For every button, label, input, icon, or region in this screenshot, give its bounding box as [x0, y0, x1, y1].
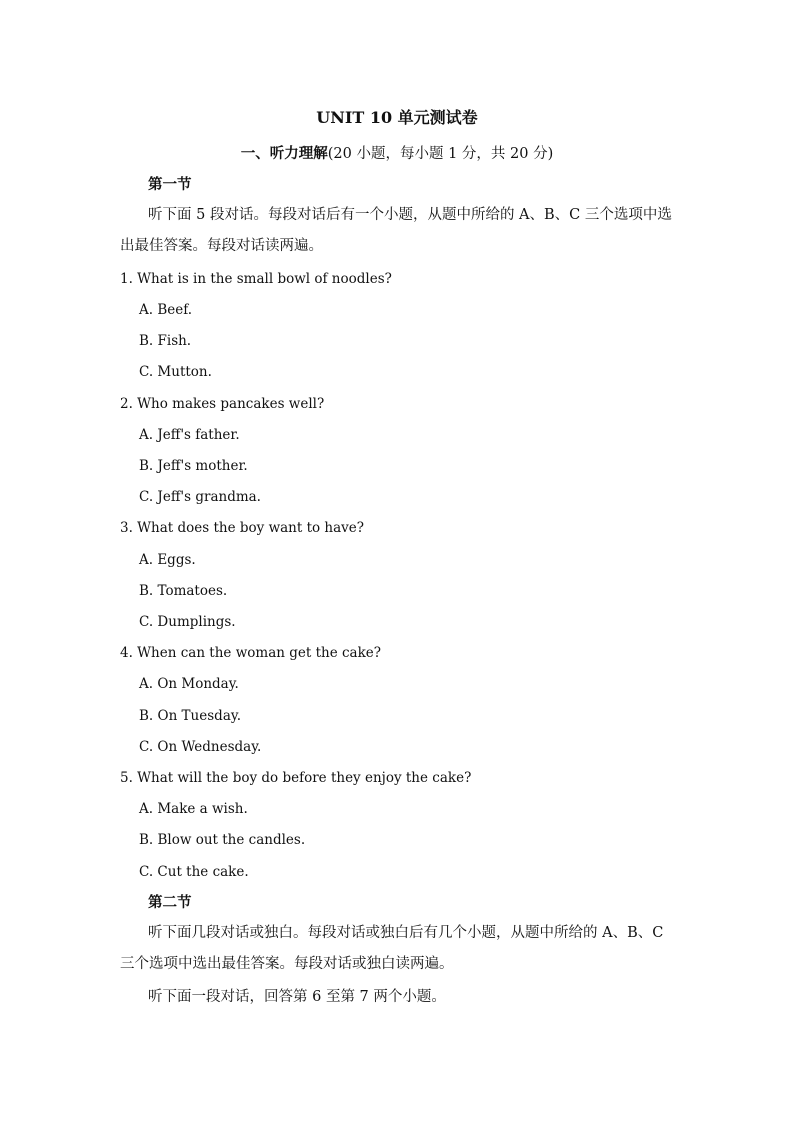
part2-label: 第二节	[148, 894, 192, 911]
section-heading	[0, 142, 794, 166]
question-5-stem: 5. What will the boy do before they enjoy the cake?	[120, 770, 472, 786]
question-5-option-b: B. Blow out the candles.	[139, 832, 306, 848]
question-1-stem: 1. What is in the small bowl of noodles?	[120, 271, 392, 287]
question-3-option-c: C. Dumplings.	[139, 614, 236, 630]
question-5-option-c: C. Cut the cake.	[139, 864, 249, 880]
question-3-option-b: B. Tomatoes.	[139, 583, 228, 599]
question-4-stem: 4. When can the woman get the cake?	[120, 645, 381, 661]
section-heading-scoring: (20 小题，每小题 1 分，共 20 分)	[327, 146, 554, 162]
question-2-option-a: A. Jeff's father.	[139, 427, 240, 443]
part1-label: 第一节	[148, 176, 192, 193]
part1-instruction: 听下面 5 段对话。每段对话后有一个小题，从题中所给的 A、B、C 三个选项中选出最佳答案。每段对话读两遍。	[120, 207, 672, 254]
part2-instruction: 听下面几段对话或独白。每段对话或独白后有几个小题，从题中所给的 A、B、C 三个选项中选出最佳答案。每段对话或独白读两遍。	[120, 925, 664, 972]
question-1-option-a: A. Beef.	[139, 302, 193, 318]
question-4-option-b: B. On Tuesday.	[139, 708, 241, 724]
question-4-option-c: C. On Wednesday.	[139, 739, 262, 755]
question-3-stem: 3. What does the boy want to have?	[120, 520, 365, 536]
part2-note: 听下面一段对话，回答第 6 至第 7 两个小题。	[148, 989, 446, 1005]
question-2-stem: 2. Who makes pancakes well?	[120, 396, 325, 412]
question-2-option-c: C. Jeff's grandma.	[139, 489, 261, 505]
question-1-option-c: C. Mutton.	[139, 364, 212, 380]
question-4-option-a: A. On Monday.	[139, 676, 239, 692]
page-title: UNIT 10 单元测试卷	[316, 108, 478, 127]
question-5-option-a: A. Make a wish.	[139, 801, 248, 817]
question-1-option-b: B. Fish.	[139, 333, 192, 349]
question-2-option-b: B. Jeff's mother.	[139, 458, 248, 474]
question-3-option-a: A. Eggs.	[139, 552, 196, 568]
section-heading-label: 一、听力理解	[240, 145, 328, 162]
